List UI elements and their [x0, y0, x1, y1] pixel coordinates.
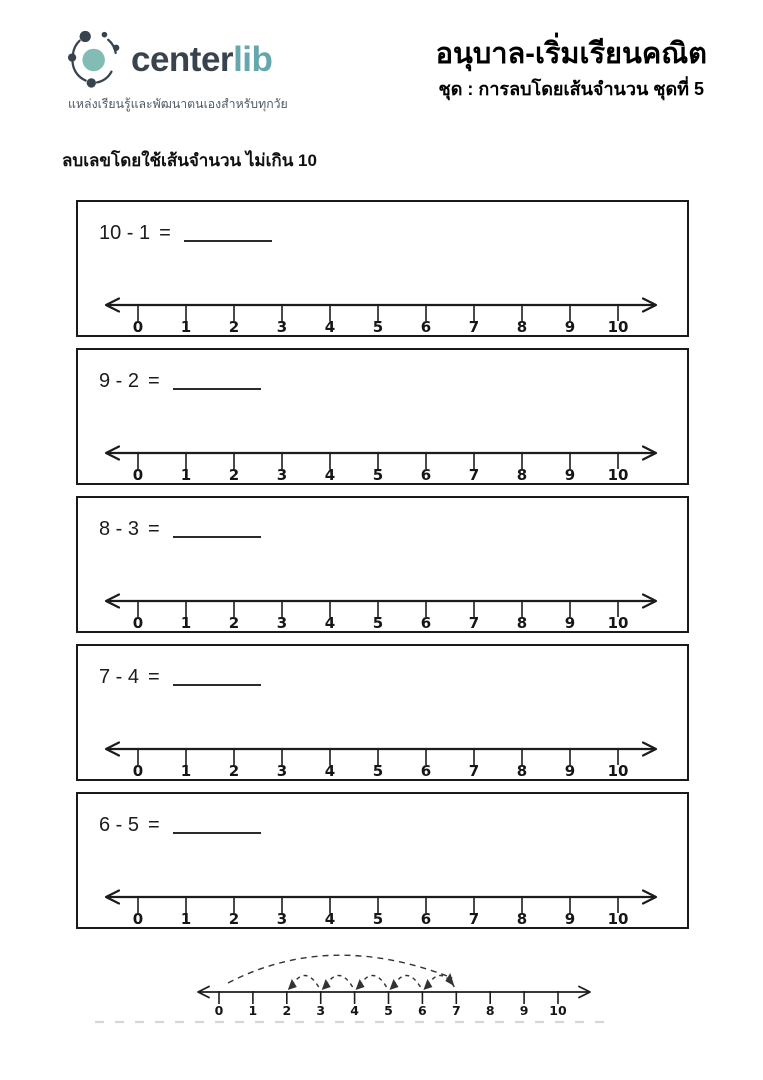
number-line: [78, 794, 687, 927]
svg-text:10: 10: [607, 614, 629, 631]
svg-text:5: 5: [372, 762, 384, 779]
svg-text:4: 4: [324, 614, 336, 631]
number-line: [78, 646, 687, 779]
svg-text:10: 10: [549, 1003, 567, 1018]
svg-text:4: 4: [324, 910, 336, 927]
svg-text:8: 8: [485, 1003, 495, 1018]
brand-wordmark: [131, 39, 273, 79]
problem-box: [76, 348, 689, 485]
svg-text:6: 6: [420, 762, 432, 779]
svg-text:0: 0: [132, 318, 144, 335]
svg-text:0: 0: [132, 910, 144, 927]
svg-text:1: 1: [180, 614, 192, 631]
brand-lib-text: lib: [233, 39, 273, 79]
svg-text:0: 0: [214, 1003, 224, 1018]
svg-text:7: 7: [468, 466, 480, 483]
svg-text:6: 6: [420, 466, 432, 483]
svg-text:3: 3: [276, 910, 288, 927]
svg-text:10: 10: [607, 910, 629, 927]
svg-text:10: 10: [607, 762, 629, 779]
equals-sign: =: [148, 518, 160, 540]
problem-expression: 6 - 5: [99, 814, 140, 836]
svg-text:4: 4: [324, 466, 336, 483]
svg-text:0: 0: [132, 762, 144, 779]
svg-text:6: 6: [418, 1003, 427, 1018]
svg-text:5: 5: [372, 466, 384, 483]
svg-text:9: 9: [519, 1003, 529, 1018]
svg-text:3: 3: [276, 614, 288, 631]
svg-text:2: 2: [228, 318, 240, 335]
equals-sign: =: [148, 370, 160, 392]
problem-box: [76, 200, 689, 337]
svg-text:3: 3: [276, 466, 288, 483]
example-number-line: [90, 938, 670, 1034]
svg-text:2: 2: [228, 614, 240, 631]
centerlib-logo: [66, 28, 288, 114]
svg-text:7: 7: [468, 910, 480, 927]
svg-text:9: 9: [564, 466, 576, 483]
svg-text:3: 3: [276, 762, 288, 779]
svg-text:7: 7: [451, 1003, 461, 1018]
svg-text:7: 7: [468, 762, 480, 779]
logo-tagline: แหล่งเรียนรู้และพัฒนาตนเองสำหรับทุกวัย: [68, 97, 288, 111]
svg-text:9: 9: [564, 910, 576, 927]
svg-text:6: 6: [420, 910, 432, 927]
svg-text:1: 1: [180, 466, 192, 483]
instruction-text: ลบเลขโดยใช้เส้นจำนวน ไม่เกิน 10: [62, 151, 317, 170]
svg-text:1: 1: [180, 318, 192, 335]
svg-text:6: 6: [420, 318, 432, 335]
svg-text:6: 6: [420, 614, 432, 631]
svg-text:7: 7: [468, 318, 480, 335]
worksheet-heading: [436, 38, 707, 103]
svg-text:5: 5: [372, 614, 384, 631]
problems-list: [76, 200, 689, 940]
svg-text:8: 8: [516, 318, 528, 335]
svg-text:8: 8: [516, 614, 528, 631]
svg-text:10: 10: [607, 466, 629, 483]
number-line: [78, 202, 687, 335]
problem-expression: 10 - 1: [99, 222, 151, 244]
equals-sign: =: [148, 814, 160, 836]
svg-text:4: 4: [324, 762, 336, 779]
problem-box: [76, 496, 689, 633]
svg-text:2: 2: [282, 1003, 292, 1018]
worksheet-title: อนุบาล-เริ่มเรียนคณิต: [435, 38, 707, 70]
svg-text:3: 3: [316, 1003, 326, 1018]
number-line: [78, 498, 687, 631]
svg-text:7: 7: [468, 614, 480, 631]
svg-text:8: 8: [516, 910, 528, 927]
svg-text:2: 2: [228, 762, 240, 779]
svg-text:8: 8: [516, 466, 528, 483]
problem-expression: 7 - 4: [99, 666, 140, 688]
problem-box: [76, 644, 689, 781]
equals-sign: =: [148, 666, 160, 688]
svg-text:9: 9: [564, 762, 576, 779]
logo-row: [66, 28, 288, 90]
svg-text:0: 0: [132, 614, 144, 631]
header: [66, 28, 707, 114]
svg-text:1: 1: [180, 762, 192, 779]
svg-text:8: 8: [516, 762, 528, 779]
svg-text:1: 1: [248, 1003, 258, 1018]
centerlib-logo-icon: [66, 28, 126, 90]
svg-text:2: 2: [228, 910, 240, 927]
svg-text:5: 5: [372, 910, 384, 927]
svg-text:10: 10: [607, 318, 629, 335]
svg-text:3: 3: [276, 318, 288, 335]
svg-text:4: 4: [324, 318, 336, 335]
svg-text:1: 1: [180, 910, 192, 927]
worksheet-subtitle: ชุด : การลบโดยเส้นจำนวน ชุดที่ 5: [438, 79, 705, 100]
equals-sign: =: [159, 222, 171, 244]
problem-expression: 8 - 3: [99, 518, 140, 540]
brand-center-text: center: [131, 39, 234, 79]
svg-text:5: 5: [384, 1003, 393, 1018]
svg-text:5: 5: [372, 318, 384, 335]
problem-expression: 9 - 2: [99, 370, 140, 392]
svg-text:9: 9: [564, 614, 576, 631]
svg-text:4: 4: [350, 1003, 359, 1018]
svg-text:0: 0: [132, 466, 144, 483]
svg-text:2: 2: [228, 466, 240, 483]
svg-text:9: 9: [564, 318, 576, 335]
problem-box: [76, 792, 689, 929]
number-line: [78, 350, 687, 483]
